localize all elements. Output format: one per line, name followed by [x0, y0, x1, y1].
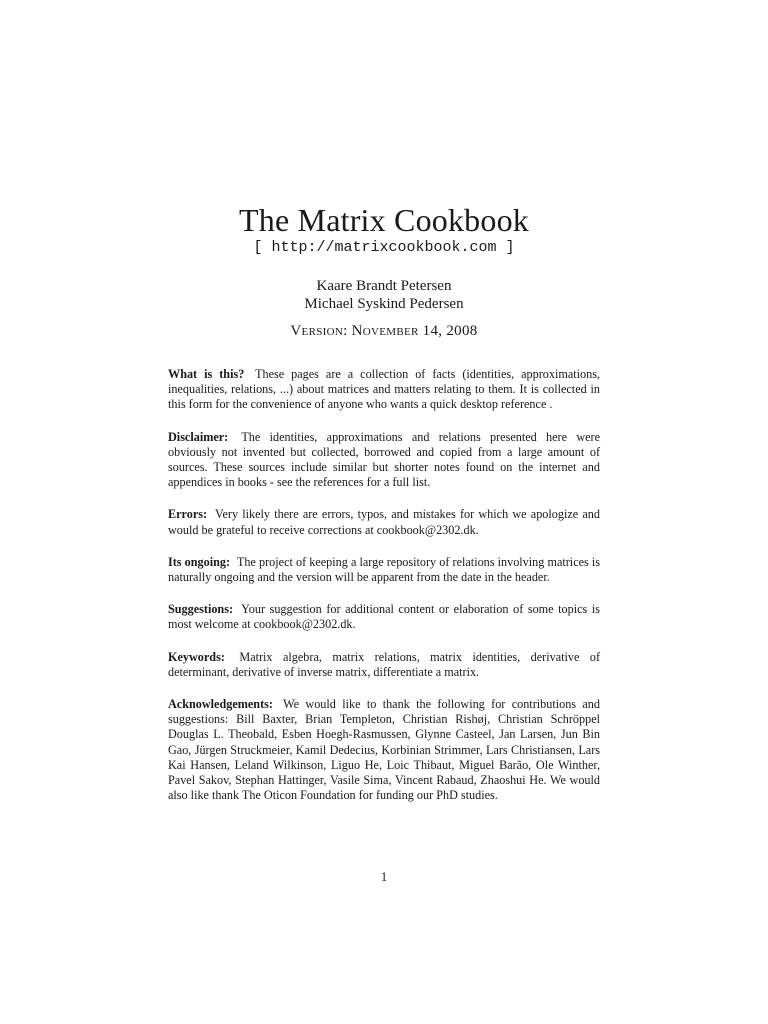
paragraph-errors — [168, 507, 600, 537]
version-line: Version: November 14, 2008 — [290, 323, 478, 339]
paragraph-acknowledgements — [168, 697, 600, 803]
paragraph-keywords — [168, 650, 600, 680]
document-title: The Matrix Cookbook — [239, 202, 529, 238]
paragraph-text: The identities, approximations and relations presented here were obviously not invented but collected, borrowed and copied from a large amount of sources. These sources include similar but shorter notes found on the internet and appendices in books - see the references for a full list. — [168, 429, 601, 490]
paragraph-disclaimer — [168, 430, 600, 491]
paragraph-text: We would like to thank the following for contributions and suggestions: Bill Baxter, Brian Templeton, Christian Rishøj, Christian Schröppel Douglas L. Theobald, Esben Hoegh-Rasmussen, Glynne Casteel, Jan Larsen, Jun Bin Gao, Jürgen Struckmeier, Kamil Dedecius, Korbinian Strimmer, Lars Christiansen, Lars Kai Hansen, Leland Wilkinson, Liguo He, Loic Thibaut, Miguel Barão, Ole Winther, Pavel Sakov, Stephan Hattinger, Vasile Sima, Vincent Rabaud, Zhaoshui He. We would also like thank The Oticon Foundation for funding our PhD studies. — [168, 697, 600, 803]
paragraph-suggestions — [168, 602, 600, 632]
paragraph-text: Matrix algebra, matrix relations, matrix identities, derivative of determinant, derivative of inverse matrix, differentiate a matrix. — [168, 649, 601, 679]
author-name: Kaare Brandt Petersen — [316, 278, 452, 294]
website-url: [ http://matrixcookbook.com ] — [253, 239, 515, 256]
paragraph-heading: Its ongoing: — [168, 554, 231, 569]
paragraph-heading: Suggestions: — [168, 602, 234, 617]
paragraph-text: The project of keeping a large repository of relations involving matrices is naturally ongoing and the version will be apparent from the date in the header. — [168, 554, 601, 585]
paragraph-heading: Keywords: — [168, 649, 225, 664]
paragraph-heading: Errors: — [168, 507, 208, 522]
paragraph-ongoing — [168, 555, 600, 585]
paragraph-text: Very likely there are errors, typos, and mistakes for which we apologize and would be grateful to receive corrections at cookbook@2302.dk. — [168, 507, 600, 537]
paragraph-what-is-this — [168, 367, 600, 413]
paragraph-text: Your suggestion for additional content or elaboration of some topics is most welcome at cookbook@2302.dk. — [168, 602, 600, 632]
paragraph-text: These pages are a collection of facts (identities, approximations, inequalities, relations, ...) about matrices and matters relating to them. It is collected in this form for the convenience of anyone who wants a quick desktop reference . — [168, 367, 600, 412]
author-list — [0, 277, 768, 313]
author-name: Michael Syskind Pedersen — [304, 296, 464, 312]
paragraph-heading: What is this? — [168, 367, 245, 381]
paragraph-heading: Acknowledgements: — [168, 697, 273, 712]
paragraph-heading: Disclaimer: — [168, 429, 229, 444]
page-number: 1 — [380, 870, 388, 884]
body-text — [168, 367, 600, 820]
